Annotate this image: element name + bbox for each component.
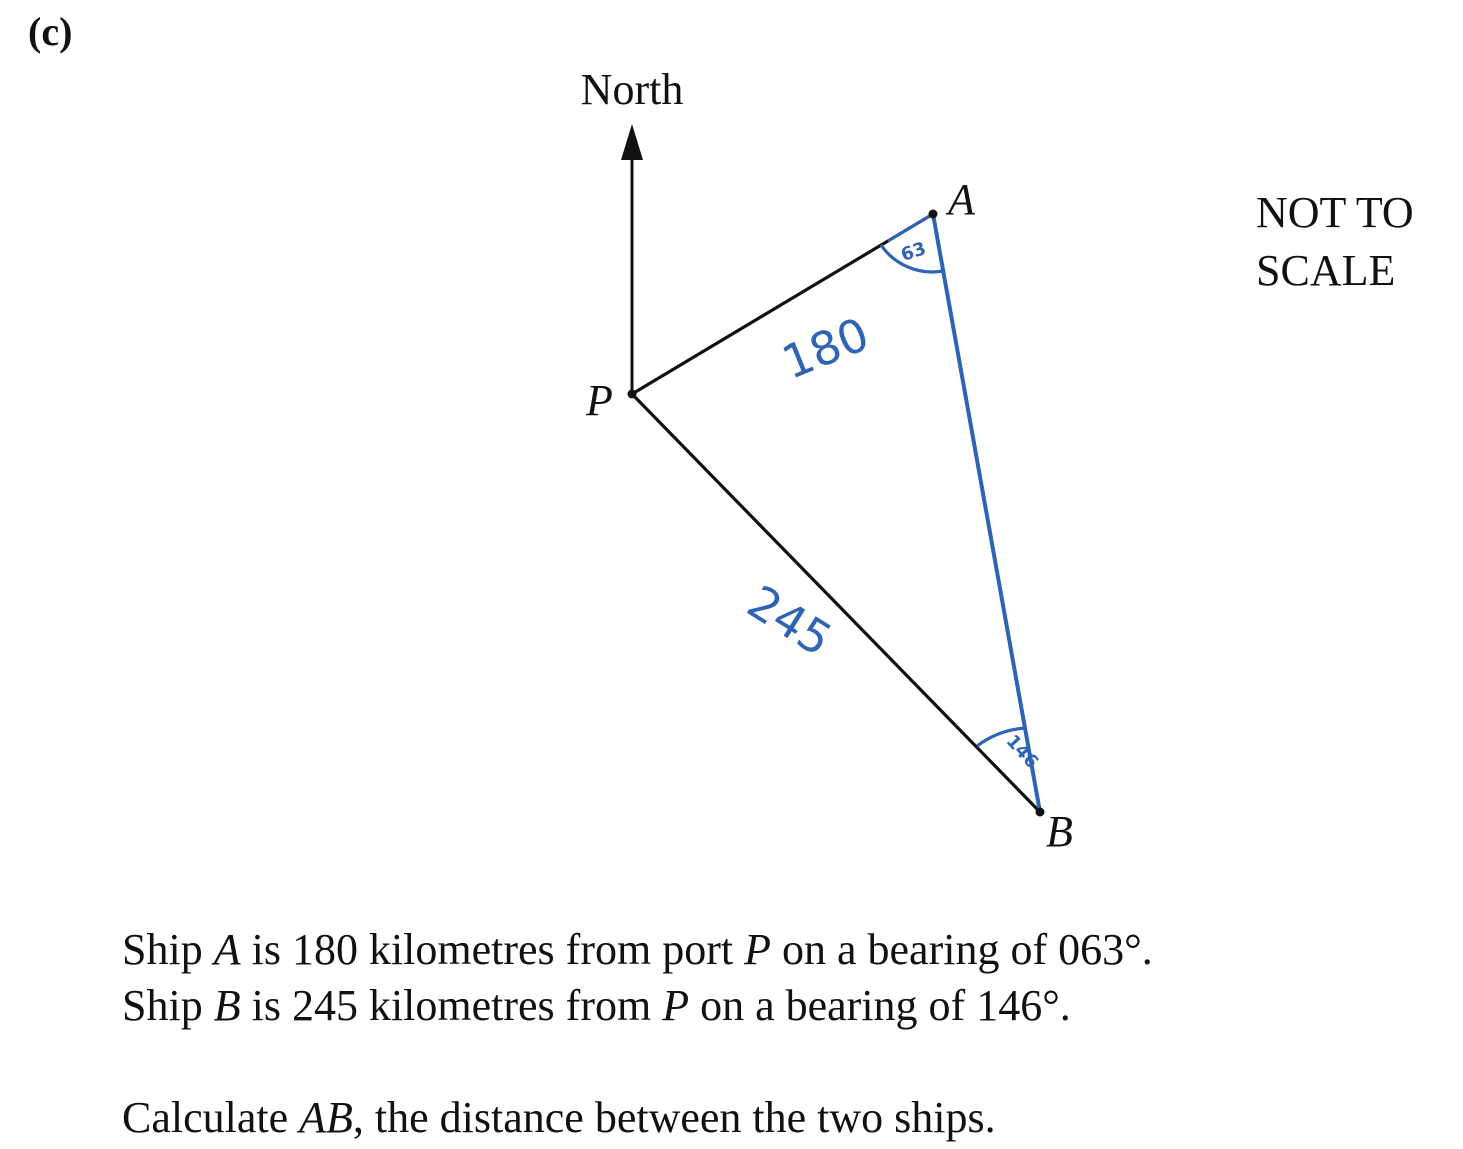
angle-b-label: 146 — [1001, 730, 1043, 773]
point-b — [1036, 808, 1045, 817]
side-ab — [933, 214, 1040, 812]
side-pa-length: 180 — [774, 306, 877, 390]
north-label: North — [580, 65, 684, 114]
not-to-scale-line-2: SCALE — [1256, 246, 1396, 295]
question-line-1: Ship A is 180 kilometres from port P on a bearing of 063°. — [122, 925, 1153, 974]
side-pb-length: 245 — [738, 574, 842, 667]
point-a — [929, 210, 938, 219]
part-label: (c) — [28, 9, 73, 54]
question-line-3: Calculate AB, the distance between the two ships. — [122, 1093, 996, 1142]
point-b-label: B — [1046, 807, 1073, 856]
north-arrow-head — [621, 124, 643, 160]
question-line-2: Ship B is 245 kilometres from P on a bearing of 146°. — [122, 981, 1071, 1030]
side-pa — [632, 214, 933, 394]
side-pb — [632, 394, 1040, 812]
point-p — [628, 390, 637, 399]
question-text — [122, 922, 1422, 1146]
angle-a-label: 63 — [898, 238, 929, 266]
not-to-scale-note — [1256, 184, 1414, 300]
not-to-scale-line-1: NOT TO — [1256, 188, 1414, 237]
point-p-label: P — [586, 376, 613, 425]
side-pa-overdraw — [888, 214, 933, 241]
point-a-label: A — [948, 175, 975, 224]
